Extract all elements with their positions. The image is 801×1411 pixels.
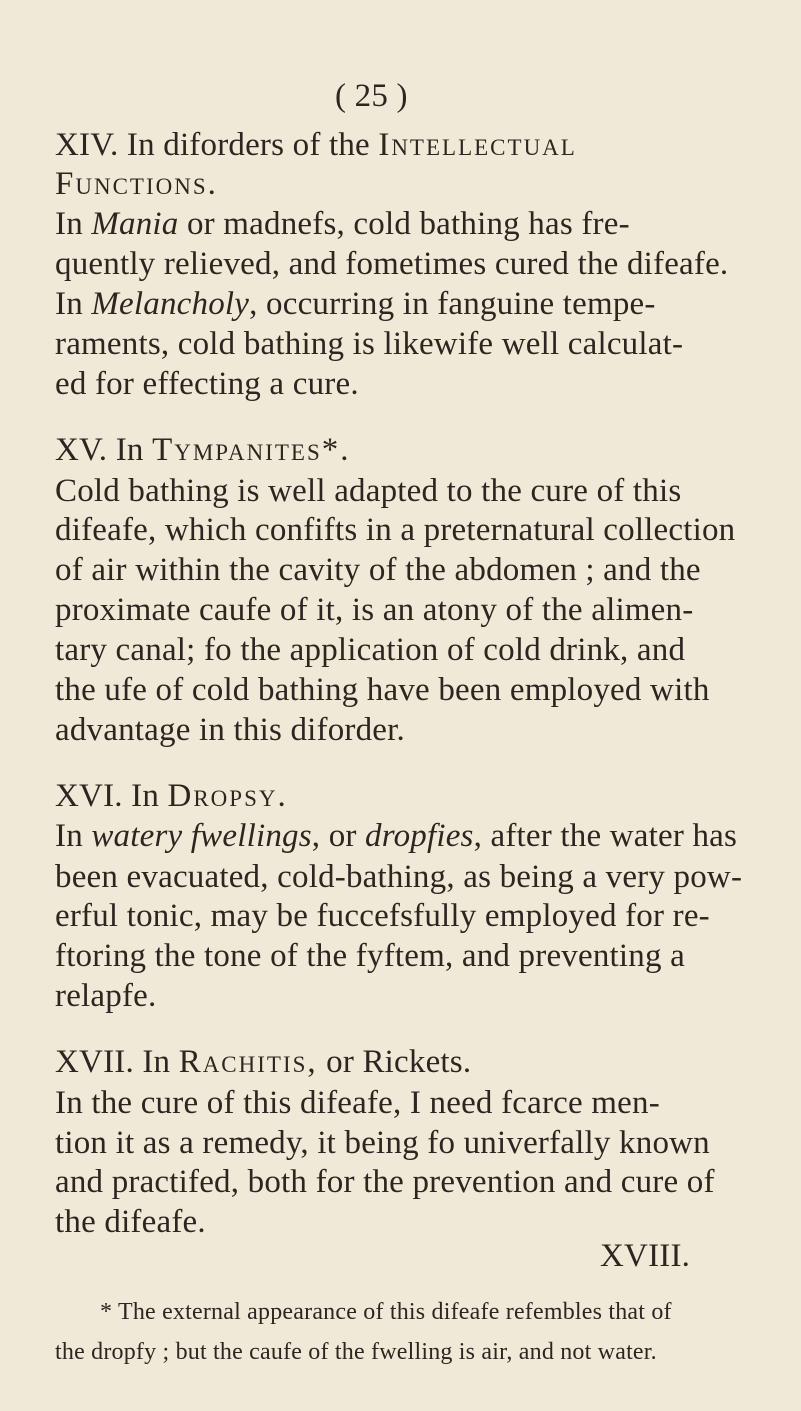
small-caps-text: Functions. [55,166,218,202]
text-segment: advantage in this diforder. [55,712,405,748]
small-caps-text: Intellectual [378,127,577,163]
italic-text: Melancholy [91,286,250,322]
small-caps-text: Tympanites*. [152,432,351,468]
text-line [55,861,742,894]
text-line [55,248,728,281]
text-line [55,1087,660,1120]
text-line [55,475,681,508]
small-caps-text: Dropsy. [167,778,288,814]
text-segment: In [55,206,92,242]
section-heading [55,1046,471,1079]
text-line [55,714,405,747]
footnote-line: the dropfy ; but the caufe of the fwelling is air, and not water. [55,1339,657,1365]
text-segment: difeafe, which confifts in a preternatural collection [55,512,736,548]
text-segment: tion it as a remedy, it being fo univerfally known [55,1125,710,1161]
text-segment: XV. In [55,432,153,468]
section-heading [55,780,288,813]
text-line [55,594,693,627]
text-segment: , or [311,818,366,854]
small-caps-text: Rachitis, [178,1044,318,1080]
text-segment: Cold bathing is well adapted to the cure of this [55,473,682,509]
text-line [55,168,218,201]
text-line [55,328,683,361]
text-segment: the ufe of cold bathing have been employed with [55,672,710,708]
text-segment: of air within the cavity of the abdomen ; and the [55,552,701,588]
text-segment: ed for effecting a cure. [55,366,359,402]
section-heading [55,434,350,467]
text-line [55,900,710,933]
text-segment: proximate caufe of it, is an atony of the alimen- [55,592,694,628]
text-line [55,1166,715,1199]
footnote-line: * The external appearance of this difeafe refembles that of [100,1299,672,1325]
text-segment: XIV. In diforders of the [55,127,379,163]
text-line [55,129,577,162]
text-segment: ftoring the tone of the fyftem, and preventing a [55,938,685,974]
text-segment: and practifed, both for the prevention and cure of [55,1164,715,1200]
text-segment: , occurring in fanguine tempe- [249,286,656,322]
text-line [55,208,630,241]
italic-text: dropfies [365,818,474,854]
text-segment: quently relieved, and fometimes cured the difeafe. [55,246,729,282]
text-segment: erful tonic, may be fuccefsfully employed for re- [55,898,710,934]
text-line [55,288,656,321]
text-line [55,1127,710,1160]
text-line [55,634,685,667]
italic-text: Mania [91,206,179,242]
text-segment: been evacuated, cold-bathing, as being a very pow- [55,859,743,895]
text-segment: raments, cold bathing is likewife well calculat- [55,326,684,362]
text-line [55,820,737,853]
text-line [55,554,701,587]
text-segment: , after the water has [473,818,738,854]
text-segment: In [55,818,92,854]
text-line [55,514,735,547]
text-line [55,940,685,973]
text-segment: relapfe. [55,978,157,1014]
text-segment: In the cure of this difeafe, I need fcarce men- [55,1085,660,1121]
catchword: XVIII. [600,1238,691,1274]
text-line [55,368,359,401]
text-segment: In [55,286,92,322]
text-line [55,674,710,707]
italic-text: watery fwellings [91,818,312,854]
text-segment: tary canal; fo the application of cold drink, and [55,632,686,668]
text-line [55,1206,206,1239]
text-line [55,980,156,1013]
page-number: ( 25 ) [335,78,408,114]
text-segment: or Rickets. [317,1044,472,1080]
text-segment: XVII. In [55,1044,179,1080]
text-segment: the difeafe. [55,1204,206,1240]
text-segment: XVI. In [55,778,168,814]
text-segment: or madnefs, cold bathing has fre- [178,206,630,242]
